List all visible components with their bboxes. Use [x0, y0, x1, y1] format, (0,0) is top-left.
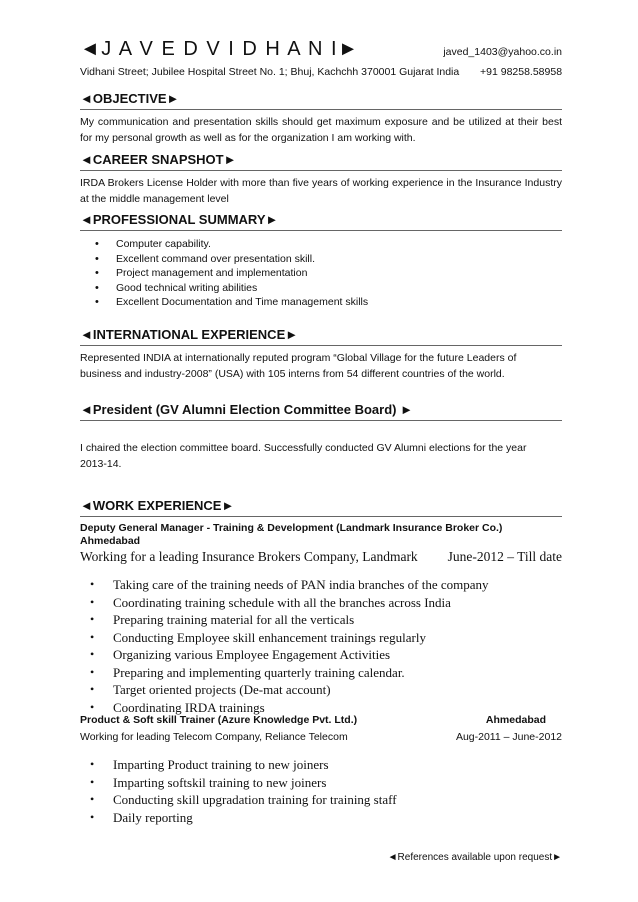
- president-heading: ◄President (GV Alumni Election Committee Board) ►: [80, 402, 413, 417]
- section-divider: [80, 516, 562, 517]
- job-summary-line: [80, 549, 562, 565]
- work-experience-heading: ◄WORK EXPERIENCE►: [80, 498, 235, 513]
- list-item: • Preparing and implementing quarterly training calendar.: [113, 664, 489, 682]
- email-address: javed_1403@yahoo.co.in: [443, 46, 562, 58]
- section-divider: [80, 420, 562, 421]
- international-experience-text: Represented INDIA at internationally reputed program “Global Village for the future Leaders of business and industry-2008” (USA) with 105 interns from 54 different countries of the world.: [80, 352, 517, 380]
- list-item: • Imparting Product training to new joiners: [113, 756, 397, 774]
- list-item: • Excellent Documentation and Time management skills: [116, 295, 368, 310]
- job-duties-list: [80, 576, 489, 716]
- president-text: I chaired the election committee board. Successfully conducted GV Alumni elections for the year 2013-14.: [80, 442, 527, 470]
- list-item: • Coordinating training schedule with all the branches across India: [113, 594, 489, 612]
- list-item: • Imparting softskil training to new joiners: [113, 774, 397, 792]
- section-divider: [80, 345, 562, 346]
- list-item: • Organizing various Employee Engagement Activities: [113, 646, 489, 664]
- section-divider: [80, 109, 562, 110]
- job-summary-line: [80, 731, 562, 743]
- contact-line: [80, 66, 563, 78]
- objective-heading: ◄OBJECTIVE►: [80, 91, 180, 106]
- objective-text: My communication and presentation skills should get maximum exposure and be utilized at their best for my personal growth as well as for the organization I am working with.: [80, 116, 562, 144]
- section-divider: [80, 230, 562, 231]
- postal-address: Vidhani Street; Jubilee Hospital Street No. 1; Bhuj, Kachchh 370001 Gujarat India: [80, 66, 460, 78]
- job-duties-list: [80, 756, 397, 826]
- list-item: • Conducting skill upgradation training for training staff: [113, 791, 397, 809]
- job-description: Working for a leading Insurance Brokers Company, Landmark: [80, 549, 418, 564]
- list-item: • Target oriented projects (De-mat account): [113, 681, 489, 699]
- professional-summary-list: [80, 237, 368, 310]
- references-note: ◄References available upon request►: [387, 852, 562, 863]
- job-location: Ahmedabad: [485, 714, 546, 726]
- list-item: • Excellent command over presentation skill.: [116, 252, 368, 267]
- job-title: Product & Soft skill Trainer (Azure Knowledge Pvt. Ltd.): [80, 714, 358, 726]
- candidate-name: ◄J A V E D V I D H A N I►: [80, 38, 360, 60]
- list-item: • Daily reporting: [113, 809, 397, 827]
- job-title-line: [80, 714, 562, 726]
- job-dates: June-2012 – Till date: [447, 549, 562, 564]
- list-item: • Coordinating IRDA trainings: [113, 699, 489, 717]
- list-item: • Conducting Employee skill enhancement trainings regularly: [113, 629, 489, 647]
- resume-header: [80, 38, 562, 64]
- list-item: • Preparing training material for all the verticals: [113, 611, 489, 629]
- section-divider: [80, 170, 562, 171]
- career-snapshot-text: IRDA Brokers License Holder with more than five years of working experience in the Insurance Industry at the middle management level: [80, 177, 562, 205]
- professional-summary-heading: ◄PROFESSIONAL SUMMARY►: [80, 212, 279, 227]
- phone-number: +91 98258.58958: [480, 66, 563, 78]
- job-description: Working for leading Telecom Company, Reliance Telecom: [80, 731, 348, 743]
- job-title: Deputy General Manager - Training & Development (Landmark Insurance Broker Co.) Ahmedabad: [80, 522, 503, 547]
- list-item: • Project management and implementation: [116, 266, 368, 281]
- career-snapshot-heading: ◄CAREER SNAPSHOT►: [80, 152, 237, 167]
- list-item: • Computer capability.: [116, 237, 368, 252]
- international-experience-heading: ◄INTERNATIONAL EXPERIENCE►: [80, 327, 299, 342]
- list-item: • Taking care of the training needs of PAN india branches of the company: [113, 576, 489, 594]
- job-dates: Aug-2011 – June-2012: [455, 731, 562, 743]
- list-item: • Good technical writing abilities: [116, 281, 368, 296]
